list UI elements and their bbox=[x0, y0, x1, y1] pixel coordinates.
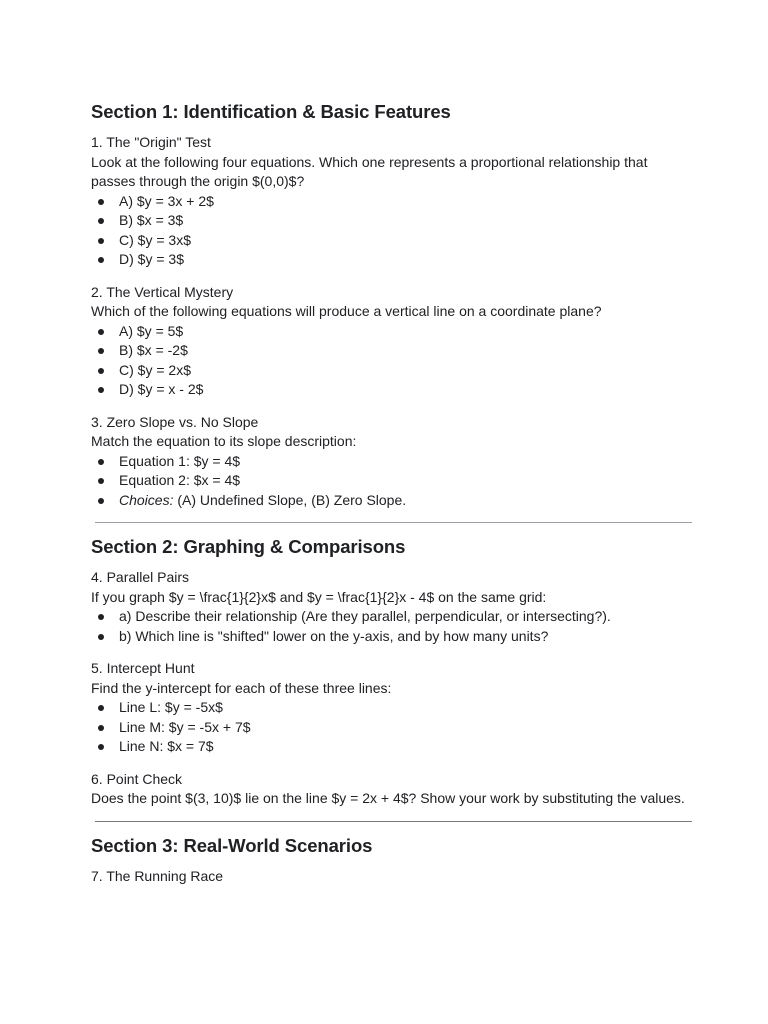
list-item: D) $y = 3$ bbox=[91, 250, 688, 270]
section-title: Section 2: Graphing & Comparisons bbox=[91, 536, 406, 557]
question-text: Match the equation to its slope description: bbox=[91, 433, 357, 449]
answer-list bbox=[91, 322, 688, 400]
question-title: 5. Intercept Hunt bbox=[91, 660, 195, 676]
list-item: A) $y = 3x + 2$ bbox=[91, 192, 688, 212]
list-item: Line N: $x = 7$ bbox=[91, 737, 688, 757]
question-title: 2. The Vertical Mystery bbox=[91, 283, 234, 300]
question-text: Find the y-intercept for each of these three lines: bbox=[91, 679, 392, 696]
answer-list bbox=[91, 698, 688, 757]
list-item: D) $y = x - 2$ bbox=[91, 380, 688, 400]
question-6 bbox=[91, 770, 688, 809]
list-item: Equation 1: $y = 4$ bbox=[91, 452, 688, 472]
section-title: Section 1: Identification & Basic Features bbox=[91, 101, 451, 122]
list-item: B) $x = -2$ bbox=[91, 341, 688, 361]
question-1 bbox=[91, 133, 688, 270]
list-item: b) Which line is "shifted" lower on the y-axis, and by how many units? bbox=[91, 627, 688, 647]
section-divider bbox=[95, 522, 692, 523]
section-2 bbox=[91, 535, 688, 809]
list-item: Line M: $y = -5x + 7$ bbox=[91, 718, 688, 738]
answer-list bbox=[91, 192, 688, 270]
question-text: Look at the following four equations. Which one represents a proportional relationship that passes through the origin $(0,0)$? bbox=[91, 153, 648, 189]
list-item: B) $x = 3$ bbox=[91, 211, 688, 231]
question-text: If you graph $y = \frac{1}{2}x$ and $y = \frac{1}{2}x - 4$ on the same grid: bbox=[91, 588, 547, 605]
choices-text: (A) Undefined Slope, (B) Zero Slope. bbox=[173, 491, 407, 508]
question-title: 4. Parallel Pairs bbox=[91, 569, 190, 585]
question-5 bbox=[91, 659, 688, 757]
section-1 bbox=[91, 100, 688, 510]
list-item-choices bbox=[91, 491, 688, 511]
question-7 bbox=[91, 867, 688, 887]
question-title: 3. Zero Slope vs. No Slope bbox=[91, 413, 259, 430]
section-divider bbox=[95, 821, 692, 822]
list-item: Line L: $y = -5x$ bbox=[91, 698, 688, 718]
question-4 bbox=[91, 568, 688, 646]
answer-list bbox=[91, 452, 688, 511]
question-2 bbox=[91, 283, 688, 400]
question-text: Which of the following equations will produce a vertical line on a coordinate plane? bbox=[91, 303, 602, 319]
question-3 bbox=[91, 413, 688, 511]
answer-list bbox=[91, 607, 688, 646]
section-title: Section 3: Real-World Scenarios bbox=[91, 834, 373, 856]
list-item: A) $y = 5$ bbox=[91, 322, 688, 342]
question-title: 7. The Running Race bbox=[91, 867, 224, 884]
question-title: 6. Point Check bbox=[91, 770, 183, 787]
list-item: C) $y = 3x$ bbox=[91, 231, 688, 251]
list-item: a) Describe their relationship (Are they parallel, perpendicular, or intersecting?). bbox=[91, 607, 688, 627]
list-item: C) $y = 2x$ bbox=[91, 361, 688, 381]
list-item: Equation 2: $x = 4$ bbox=[91, 471, 688, 491]
question-text: Does the point $(3, 10)$ lie on the line $y = 2x + 4$? Show your work by substituting the values. bbox=[91, 790, 685, 806]
choices-label: Choices: bbox=[119, 491, 174, 508]
question-title: 1. The "Origin" Test bbox=[91, 134, 211, 150]
section-3 bbox=[91, 834, 688, 887]
